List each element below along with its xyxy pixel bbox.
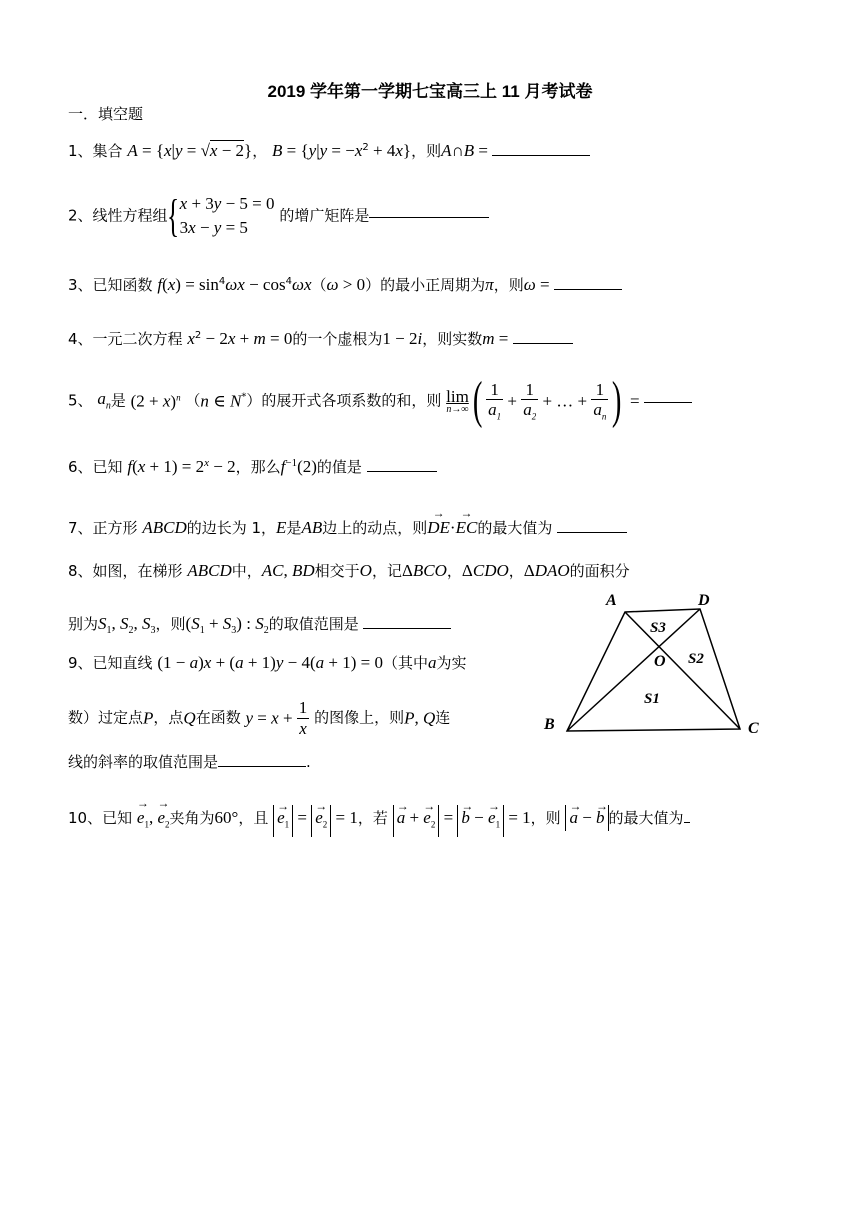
diagonal-ac <box>625 612 740 729</box>
question-8: 8、如图，在梯形 ABCD中，AC, BD相交于O，记ΔBCO，ΔCDO，ΔDAO的面积分 <box>68 561 630 580</box>
answer-blank-9[interactable] <box>218 764 306 767</box>
answer-blank-3[interactable] <box>554 287 622 290</box>
question-3: 3、已知函数 $f(x) = \sin^4\omega x - \cos^4\omega x(\omega > 0)$的最小正周期为π，则ω = <box>68 276 622 293</box>
answer-blank-1[interactable] <box>492 153 590 156</box>
question-8-line-2: 别为$S_1$, $S_2$, $S_3$，则$(S_1 + S_3)$ : $S_2$的取值范围是 <box>68 615 451 636</box>
trapezoid-figure <box>540 585 770 745</box>
answer-blank-5[interactable] <box>644 400 692 403</box>
answer-blank-10[interactable] <box>684 820 690 823</box>
section-heading: 一．填空题 <box>68 105 144 123</box>
label-o: O <box>654 653 666 670</box>
answer-blank-7[interactable] <box>557 530 627 533</box>
label-a: A <box>606 592 617 609</box>
question-9-line-3: 线的斜率的取值范围是 . <box>68 753 311 771</box>
question-9: 9、已知直线 (1 − a)x + (a + 1)y − 4(a + 1) = 0（其中a为实 <box>68 653 467 672</box>
label-c: C <box>748 720 759 737</box>
question-2: 2、线性方程组{x + 3y − 5 = 0 3x − y = 5 的增广矩阵是 <box>68 192 489 240</box>
answer-blank-4[interactable] <box>513 341 573 344</box>
question-1: 1、集合 A = {x|y = √x − 2}， $B = \{y|y = -x^2 + 4x\}$，则A∩B = <box>68 142 590 159</box>
answer-blank-2[interactable] <box>369 215 489 218</box>
label-s1: S1 <box>644 691 660 707</box>
question-5: 5、 $a_n$是 $(2 + x)^n$ （n ∈ N*）的展开式各项系数的和，则 lim n→∞ ( $\frac{1}{a_1}$ + $\frac{1}{a_2}$ + … + $\frac{1}{a_n}$ ) = <box>68 375 692 427</box>
question-7: 7、正方形 ABCD的边长为 1，E是AB边上的动点，则→ DE·→ EC的最大值为 <box>68 519 627 536</box>
label-s3: S3 <box>650 620 666 636</box>
diagonal-bd <box>567 609 700 731</box>
question-6: 6、已知 $f(x + 1) = 2^x - 2$，那么$f^{-1}(2)$的值是 <box>68 458 437 475</box>
exam-title: 2019 学年第一学期七宝高三上 11 月考试卷 <box>267 82 593 101</box>
answer-blank-8[interactable] <box>363 626 451 629</box>
label-b: B <box>544 716 555 733</box>
question-10: 10、已知 → $e_1$, → $e_2$夹角为60°，且 → $e_1$ = → $e_2 = 1$，若 → a + → $e_2$ = → b − → $e_1 = 1$，则 → a − → b 的最大值为 <box>68 805 690 837</box>
question-4: 4、一元二次方程 $x^2 - 2x + m = 0$的一个虚根为1 − 2i，则实数m = <box>68 330 573 347</box>
answer-blank-6[interactable] <box>367 469 437 472</box>
label-s2: S2 <box>688 651 704 667</box>
question-9-line-2: 数）过定点P，点Q在函数 y = x + $\frac{1}{x}$ 的图像上，则P, Q连 <box>68 698 451 738</box>
label-d: D <box>698 592 710 609</box>
